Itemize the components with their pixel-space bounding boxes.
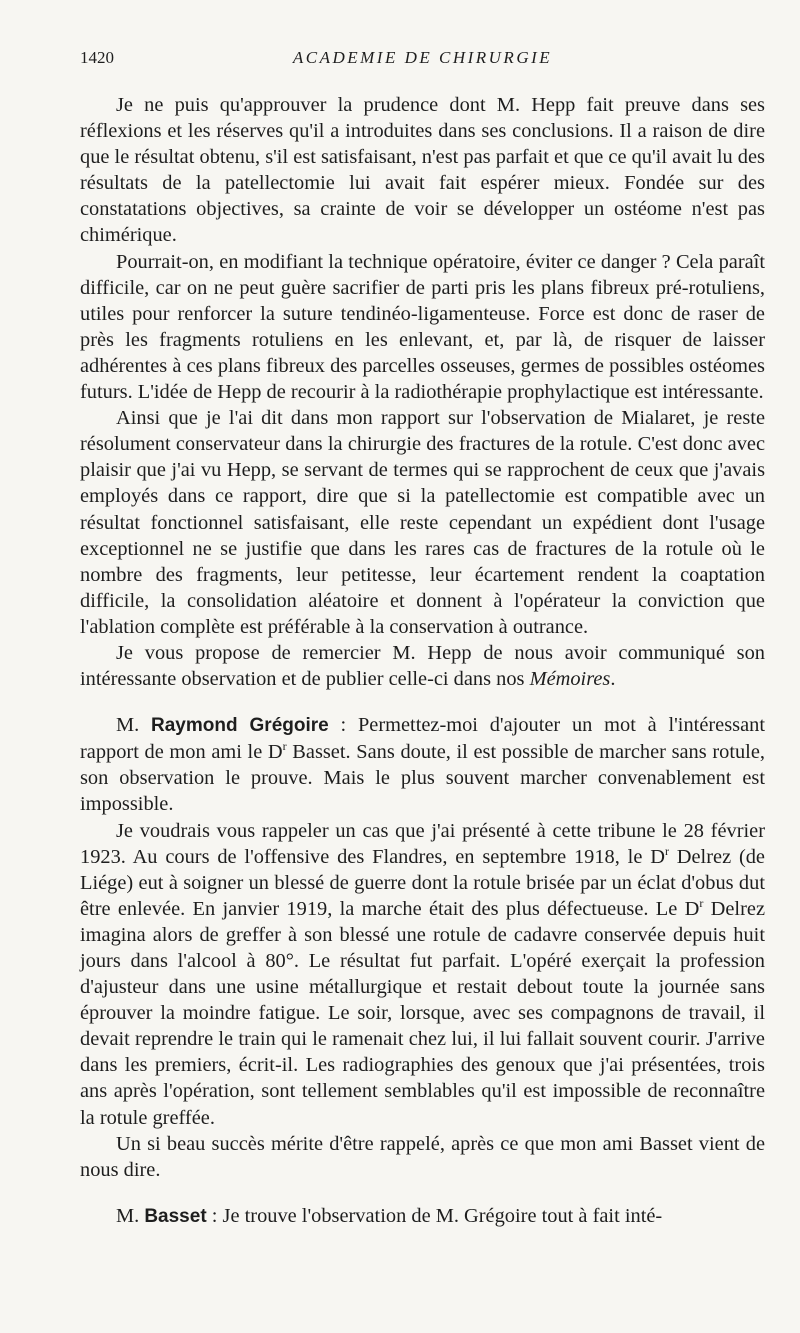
basset-text: Je trouve l'observation de M. Grégoire tout à fait inté- [222,1204,663,1227]
page-number: 1420 [80,48,114,67]
paragraph-basset [80,1203,765,1230]
speaker-title: M. [116,714,151,737]
doctor-superscript: r [664,843,669,858]
doctor-superscript: r [699,896,704,911]
gregoire-text-b: Basset. Sans doute, il est possible de marcher sans rotule, son observation le prouve. Mais le plus souvent marcher convenablement est impossible. [80,741,765,816]
page-header [80,48,765,72]
speaker-colon: : [328,714,358,737]
paragraph-4 [80,640,765,692]
speaker-title: M. [116,1204,145,1227]
paragraph-gregoire [80,712,765,817]
speaker-colon: : [206,1204,223,1227]
gregoire-text-a: Permettez-moi d'ajouter un mot à l'intéressant rapport de mon ami le D [80,714,765,764]
body-text [80,92,765,1230]
speaker-name: Basset [144,1205,207,1227]
paragraph-7: Un si beau succès mérite d'être rappelé, après ce que mon ami Basset vient de nous dire. [80,1132,765,1181]
running-title: ACADEMIE DE CHIRURGIE [292,48,553,67]
paragraph-4-end: . [610,668,616,691]
paragraph-6 [80,818,765,1131]
paragraph-6-a: Je voudrais vous rappeler un cas que j'ai présenté à cette tribune le 28 février 1923. Au cours de l'offensive des Flandres, en septembre 1918, le D [80,819,765,868]
paragraph-4-text: Je vous propose de remercier M. Hepp de nous avoir communiqué son intéressante observation et de publier celle-ci dans nos [80,641,765,691]
paragraph-2: Pourrait-on, en modifiant la technique opératoire, éviter ce danger ? Cela paraît difficile, car on ne peut guère sacrifier de parti pris les plans fibreux pré-rotuliens, utiles pour renforcer la suture tendinéo-ligamenteuse. Force est donc de raser de près les fragments rotuliens en les enlevant, et, par là, de risquer de laisser adhérentes à ces plans fibreux des parcelles osseuses, germes de possibles ostéomes futurs. L'idée de Hepp de recourir à la radiothérapie prophylactique est intéressante. [80,250,765,404]
paragraph-6-c: Delrez imagina alors de greffer à son blessé une rotule de cadavre conservée depuis huit jours dans l'alcool à 80°. Le résultat fut parfait. L'opéré exerçait la profession d'ajusteur dans une usine métallurgique et restait debout toute la journée sans éprouver la moindre fatigue. Le soir, lorsque, avec ses compagnons de travail, il devait reprendre le train qui le ramenait chez lui, il lui fallait souvent courir. J'arrive dans les premiers, écrit-il. Les radiographies des genoux que j'ai présentées, trois ans après l'opération, sont tellement semblables qu'il est impossible de reconnaître la rotule greffée. [80,897,765,1129]
memoires-title: Mémoires [529,668,611,691]
speaker-name: Raymond Grégoire [151,715,329,737]
paragraph-6-b: Delrez (de Liége) eut à soigner un blessé de guerre dont la rotule brisée par un éclat d'obus dut être enlevée. En janvier 1919, la marche était des plus défectueuse. Le D [80,845,765,920]
doctor-superscript: r [282,739,287,754]
paragraph-3: Ainsi que je l'ai dit dans mon rapport sur l'observation de Mialaret, je reste résolument conservateur dans la chirurgie des fractures de la rotule. C'est donc avec plaisir que j'ai vu Hepp, se servant de termes qui se rapprochent de ceux que j'avais employés dans ce rapport, dire que si la patellectomie est compatible avec un résultat fonctionnel satisfaisant, elle reste cependant un expédient dont l'usage exceptionnel ne se justifie que dans les rares cas de fractures de la rotule où le nombre des fragments, leur petitesse, leur écartement rendent la coaptation difficile, la consolidation aléatoire et donnent à l'opérateur la conviction que l'ablation complète est préférable à la conservation à outrance. [80,407,765,638]
paragraph-1: Je ne puis qu'approuver la prudence dont M. Hepp fait preuve dans ses réflexions et les réserves qu'il a introduites dans ses conclusions. Il a raison de dire que le résultat obtenu, s'il est satisfaisant, n'est pas parfait et que ce qu'il avait lu des résultats de la patellectomie lui avait fait espérer mieux. Fondée sur des constatations objectives, sa crainte de voir se développer un ostéome n'est pas chimérique. [80,94,765,247]
